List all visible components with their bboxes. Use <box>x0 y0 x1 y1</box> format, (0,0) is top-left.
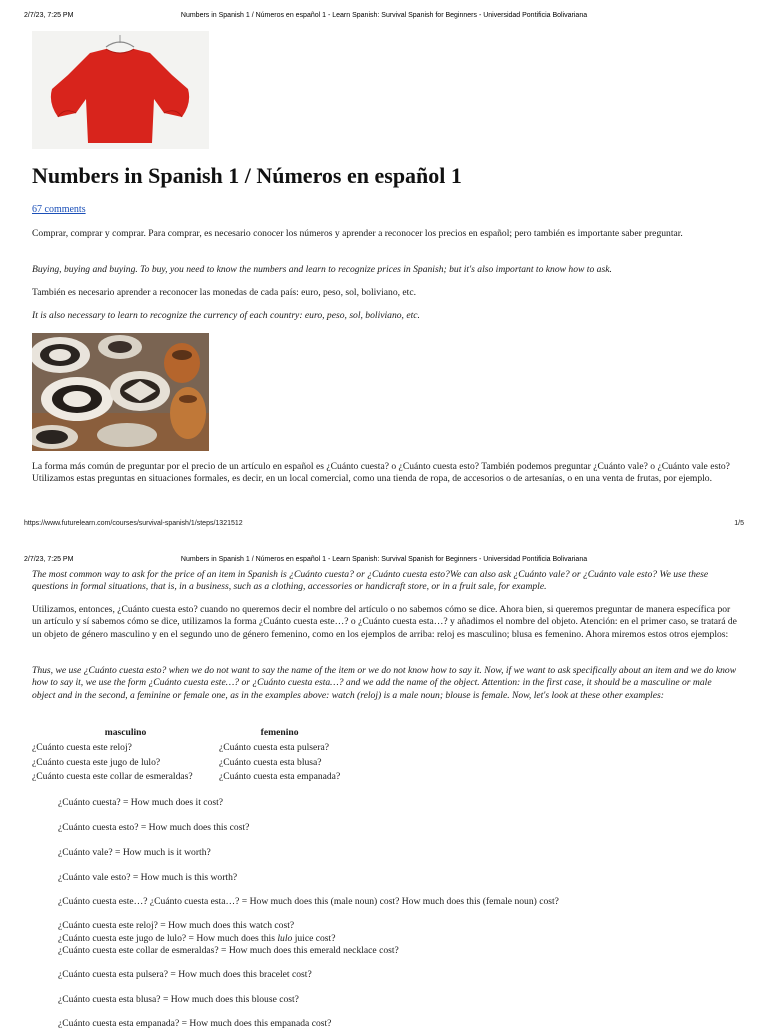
paragraph-3: La forma más común de preguntar por el precio de un artículo en español es ¿Cuánto cuesta? o ¿Cuánto cuesta esto? También podemos preguntar ¿Cuánto vale? o ¿Cuánto vale esto? Utilizamos estas preguntas en situaciones formales, es decir, en un local comercial, como una tienda de ropa, de accesorios o de artesanías, o en una venta de frutas, por ejemplo. <box>32 461 730 485</box>
paragraph-4-translation: Thus, we use ¿Cuánto cuesta esto? when we do not want to say the name of the item or we do not know how to say it. Now, if we want to ask specifically about an item and we do know how to say it, we use the form ¿Cuánto cuesta este…? or ¿Cuánto cuesta esta…? and we add the name of the object. Attention: in the first case, it should be a masculine or male object and in the second, a feminine or female one, as in the examples above: watch (reloj) is a male noun; blouse is female. Now, let's look at these other examples: <box>32 665 737 701</box>
example-text: juice cost? <box>292 933 336 944</box>
gender-comparison-table <box>32 727 340 785</box>
paragraph-2: También es necesario aprender a reconocer las monedas de cada país: euro, peso, sol, boliviano, etc. <box>32 287 416 298</box>
column-header-feminine: femenino <box>260 727 299 738</box>
column-header-masculine: masculino <box>104 727 147 738</box>
print-header-page-2 <box>0 556 768 568</box>
comments-link[interactable]: 67 comments <box>32 204 86 215</box>
table-row <box>32 756 340 771</box>
phrase-item: ¿Cuánto cuesta este…? ¿Cuánto cuesta esta…? = How much does this (male noun) cost? How much does this (female noun) cost? <box>58 896 559 907</box>
print-title: Numbers in Spanish 1 / Números en español 1 - Learn Spanish: Survival Spanish for Beginners - Universidad Pontificia Bolivariana <box>180 12 588 19</box>
table-row <box>32 770 340 785</box>
handicraft-bowls-image <box>32 333 209 451</box>
print-header <box>0 12 768 24</box>
print-footer <box>0 520 768 532</box>
table-row <box>32 741 340 756</box>
paragraph-2-translation: It is also necessary to learn to recognize the currency of each country: euro, peso, sol, boliviano, etc. <box>32 310 420 321</box>
example-item: ¿Cuánto cuesta este collar de esmeraldas? = How much does this emerald necklace cost? <box>58 945 399 956</box>
table-cell: ¿Cuánto cuesta este jugo de lulo? <box>32 756 161 768</box>
table-cell: ¿Cuánto cuesta este collar de esmeraldas? <box>32 771 193 782</box>
example-item: ¿Cuánto cuesta esta blusa? = How much does this blouse cost? <box>58 994 299 1005</box>
print-title: Numbers in Spanish 1 / Números en español 1 - Learn Spanish: Survival Spanish for Beginners - Universidad Pontificia Bolivariana <box>180 556 588 563</box>
paragraph-1: Comprar, comprar y comprar. Para comprar, es necesario conocer los números y aprender a reconocer los precios en español; pero también es importante saber preguntar. <box>32 228 683 239</box>
table-cell: ¿Cuánto cuesta esta blusa? <box>219 756 322 768</box>
print-date: 2/7/23, 7:25 PM <box>24 12 74 19</box>
phrase-item: ¿Cuánto cuesta esto? = How much does this cost? <box>58 822 250 833</box>
table-cell: ¿Cuánto cuesta esta empanada? <box>219 771 341 782</box>
example-item: ¿Cuánto cuesta esta pulsera? = How much does this bracelet cost? <box>58 969 312 980</box>
table-cell: ¿Cuánto cuesta esta pulsera? <box>219 742 330 753</box>
table-cell: ¿Cuánto cuesta este reloj? <box>32 742 132 753</box>
example-emphasis: lulo <box>277 933 293 944</box>
paragraph-4: Utilizamos, entonces, ¿Cuánto cuesta esto? cuando no queremos decir el nombre del artículo o no sabemos cómo se dice. Ahora bien, si queremos preguntar de manera específica por un artículo y sí sabemos cómo se dice, utilizamos la forma ¿Cuánto cuesta este…? o ¿Cuánto cuesta esta…? y añadimos el nombre del objeto. Atención: en el primer caso, se tratará de un objeto de género masculino y en el segundo uno de género femenino, como en los ejemplos de arriba: reloj es masculino; blusa es femenino. Ahora miremos estos otros ejemplos: <box>32 604 737 640</box>
phrase-item: ¿Cuánto vale? = How much is it worth? <box>58 847 211 858</box>
print-date: 2/7/23, 7:25 PM <box>24 556 74 563</box>
print-url: https://www.futurelearn.com/courses/survival-spanish/1/steps/1321512 <box>24 520 243 527</box>
example-item: ¿Cuánto cuesta este reloj? = How much does this watch cost? <box>58 920 295 931</box>
phrase-item: ¿Cuánto cuesta? = How much does it cost? <box>58 797 223 808</box>
example-item: ¿Cuánto cuesta esta empanada? = How much does this empanada cost? <box>58 1018 332 1029</box>
example-text: ¿Cuánto cuesta este jugo de lulo? = How much does this <box>58 933 278 944</box>
print-page-number: 1/5 <box>734 520 744 527</box>
red-blouse-image <box>32 31 209 149</box>
phrase-item: ¿Cuánto vale esto? = How much is this worth? <box>58 872 238 883</box>
example-item <box>58 933 748 945</box>
paragraph-3-translation: The most common way to ask for the price of an item in Spanish is ¿Cuánto cuesta? or ¿Cuánto cuesta esto?We can also ask ¿Cuánto vale? or ¿Cuánto vale esto? We use these questions in formal situations, that is, in a business, such as a clothing, accessories or handicraft store, or in a fruit sale, for example. <box>32 569 709 593</box>
paragraph-1-translation: Buying, buying and buying. To buy, you need to know the numbers and learn to recognize prices in Spanish; but it's also important to know how to ask. <box>32 264 612 275</box>
page-title: Numbers in Spanish 1 / Números en español 1 <box>32 163 462 188</box>
